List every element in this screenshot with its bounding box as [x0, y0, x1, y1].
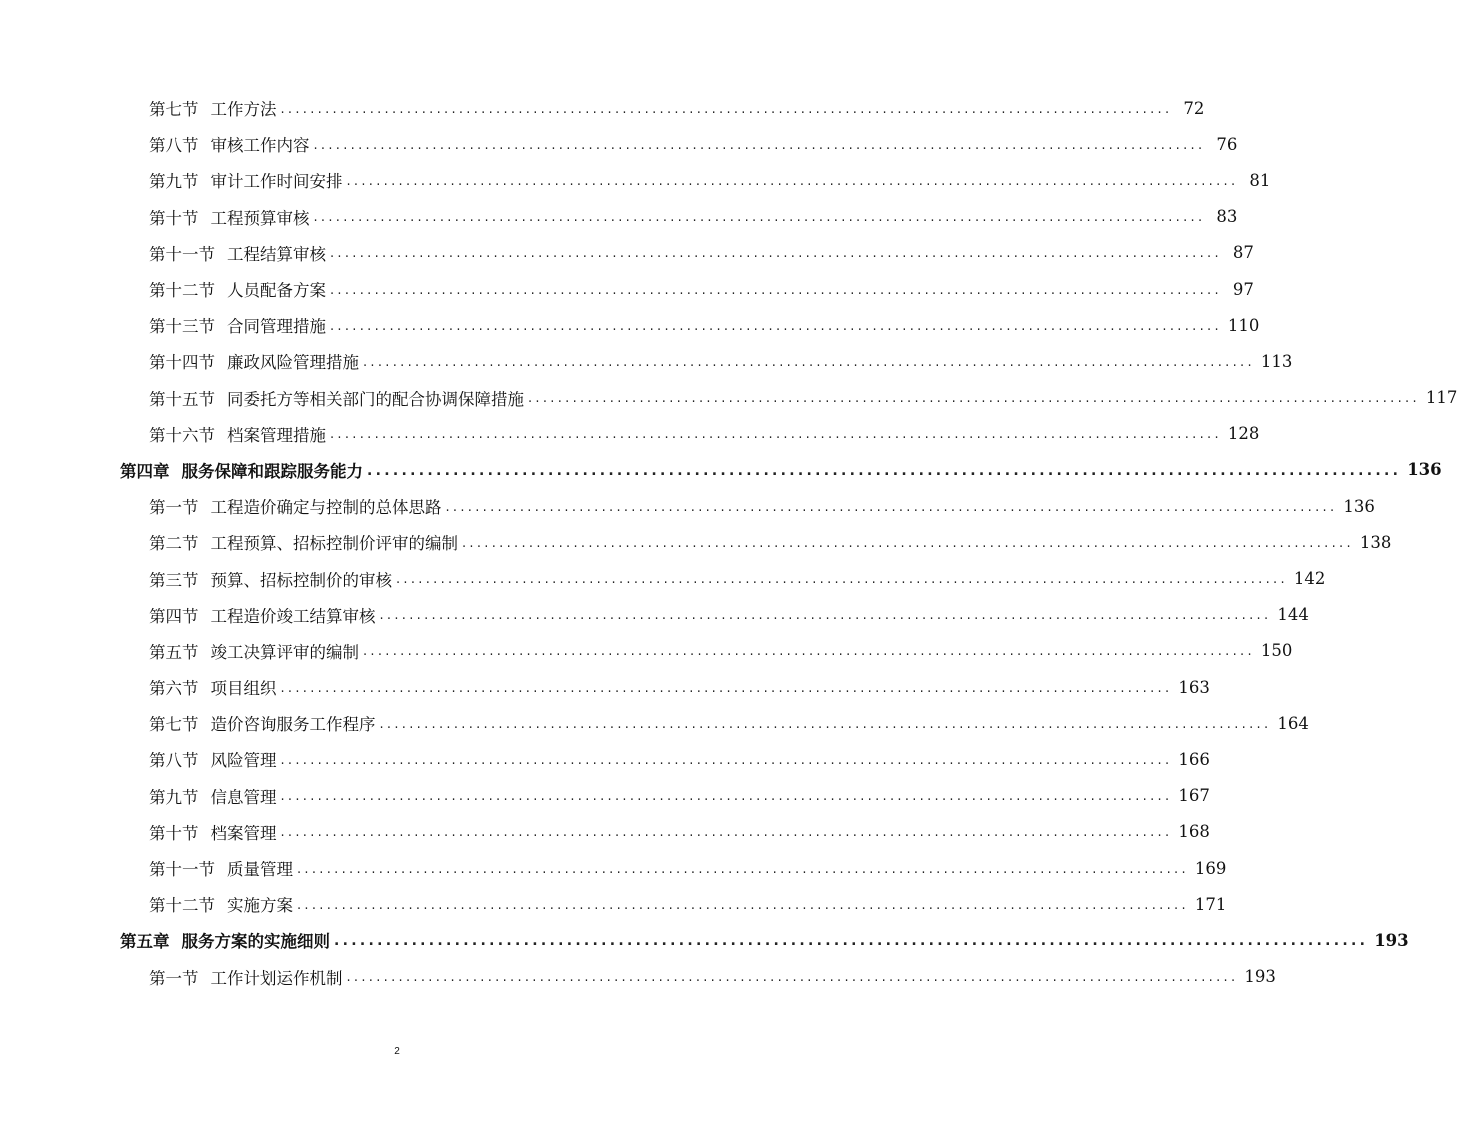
- toc-entry-number: 第四章: [120, 461, 170, 481]
- toc-entry-number: 第九节: [149, 172, 199, 192]
- toc-entry-page: 168: [1178, 822, 1210, 842]
- toc-entry-page: 193: [1374, 930, 1409, 950]
- toc-entry-page: 136: [1343, 496, 1375, 516]
- toc-entry-number: 第十节: [149, 823, 199, 843]
- table-of-contents: [0, 90, 1457, 995]
- dot-leader: ........................................................................................................................: [297, 861, 1189, 877]
- toc-entry-page: 167: [1178, 786, 1210, 806]
- toc-entry-number: 第十五节: [149, 389, 215, 409]
- toc-entry-page: 83: [1216, 207, 1238, 227]
- toc-entry-title: 工作方法: [210, 100, 277, 120]
- toc-entry-number: 第三节: [149, 570, 199, 590]
- dot-leader: ........................................................................................................................: [297, 897, 1189, 913]
- toc-entry-title: 审核工作内容: [210, 136, 310, 156]
- toc-entry-number: 第四节: [149, 606, 199, 626]
- toc-entry-page: 117: [1425, 388, 1457, 408]
- toc-entry-number: 第一节: [149, 498, 199, 518]
- dot-leader: ........................................................................................................................: [367, 462, 1402, 479]
- toc-entry-number: 第八节: [149, 751, 199, 771]
- toc-entry-number: 第十节: [149, 208, 199, 228]
- toc-section-entry[interactable]: [0, 597, 1309, 633]
- toc-section-entry[interactable]: [0, 488, 1375, 524]
- toc-entry-number: 第十三节: [149, 317, 215, 337]
- toc-chapter-entry[interactable]: [0, 922, 1409, 958]
- toc-entry-title: 竣工决算评审的编制: [210, 642, 359, 662]
- toc-entry-title: 项目组织: [210, 679, 277, 699]
- dot-leader: ........................................................................................................................: [330, 246, 1222, 262]
- toc-entry-title: 工程预算、招标控制价评审的编制: [210, 534, 458, 554]
- toc-entry-page: 136: [1407, 460, 1442, 480]
- dot-leader: ........................................................................................................................: [346, 970, 1239, 986]
- toc-section-entry[interactable]: [0, 416, 1260, 452]
- toc-entry-number: 第八节: [149, 136, 199, 156]
- toc-entry-page: 87: [1232, 243, 1254, 263]
- dot-leader: ........................................................................................................................: [330, 318, 1222, 334]
- toc-entry-page: 110: [1227, 315, 1260, 335]
- toc-section-entry[interactable]: [0, 162, 1271, 198]
- dot-leader: ........................................................................................................................: [280, 825, 1173, 841]
- toc-entry-page: 142: [1293, 569, 1326, 589]
- toc-entry-number: 第五节: [149, 642, 199, 662]
- toc-section-entry[interactable]: [0, 307, 1260, 343]
- toc-section-entry[interactable]: [0, 343, 1293, 379]
- toc-entry-title: 廉政风险管理措施: [227, 353, 359, 373]
- dot-leader: ........................................................................................................................: [280, 680, 1173, 696]
- toc-section-entry[interactable]: [0, 524, 1392, 560]
- dot-leader: ........................................................................................................................: [462, 535, 1354, 551]
- dot-leader: ........................................................................................................................: [330, 282, 1222, 298]
- toc-entry-number: 第六节: [149, 679, 199, 699]
- toc-entry-title: 审计工作时间安排: [210, 172, 343, 192]
- toc-entry-number: 第十四节: [149, 353, 215, 373]
- toc-section-entry[interactable]: [0, 778, 1210, 814]
- toc-entry-title: 服务方案的实施细则: [181, 932, 330, 952]
- toc-entry-title: 信息管理: [210, 787, 277, 807]
- dot-leader: ........................................................................................................................: [280, 789, 1173, 805]
- dot-leader: ........................................................................................................................: [330, 427, 1222, 443]
- toc-entry-number: 第十二节: [149, 896, 215, 916]
- toc-section-entry[interactable]: [0, 886, 1227, 922]
- toc-entry-number: 第五章: [120, 932, 170, 952]
- toc-section-entry[interactable]: [0, 90, 1205, 126]
- toc-entry-title: 预算、招标控制价的审核: [210, 570, 392, 590]
- toc-entry-page: 166: [1178, 749, 1210, 769]
- dot-leader: ........................................................................................................................: [396, 572, 1288, 588]
- toc-entry-number: 第十二节: [149, 281, 215, 301]
- dot-leader: ........................................................................................................................: [445, 499, 1338, 515]
- toc-entry-number: 第十一节: [149, 244, 215, 264]
- toc-entry-title: 档案管理措施: [227, 425, 326, 445]
- toc-entry-title: 服务保障和跟踪服务能力: [181, 461, 363, 481]
- toc-chapter-entry[interactable]: [0, 452, 1442, 488]
- dot-leader: ........................................................................................................................: [363, 644, 1255, 660]
- dot-leader: ........................................................................................................................: [379, 608, 1272, 624]
- dot-leader: ........................................................................................................................: [528, 391, 1420, 407]
- toc-entry-page: 171: [1194, 894, 1227, 914]
- toc-entry-page: 76: [1216, 134, 1238, 154]
- toc-entry-title: 工程造价竣工结算审核: [210, 606, 376, 626]
- toc-entry-page: 97: [1232, 279, 1254, 299]
- toc-entry-title: 合同管理措施: [227, 317, 326, 337]
- toc-entry-page: 138: [1359, 532, 1392, 552]
- toc-section-entry[interactable]: [0, 741, 1210, 777]
- toc-entry-page: 164: [1277, 713, 1309, 733]
- toc-entry-title: 工程造价确定与控制的总体思路: [210, 498, 442, 518]
- dot-leader: ........................................................................................................................: [313, 137, 1206, 153]
- toc-section-entry[interactable]: [0, 633, 1293, 669]
- toc-section-entry[interactable]: [0, 560, 1326, 596]
- toc-entry-number: 第九节: [149, 787, 199, 807]
- toc-section-entry[interactable]: [0, 705, 1309, 741]
- toc-entry-title: 档案管理: [210, 823, 277, 843]
- toc-entry-number: 第七节: [149, 715, 199, 735]
- toc-entry-title: 风险管理: [210, 751, 277, 771]
- toc-entry-number: 第七节: [149, 100, 199, 120]
- toc-section-entry[interactable]: [0, 380, 1457, 416]
- dot-leader: ........................................................................................................................: [313, 210, 1206, 226]
- toc-section-entry[interactable]: [0, 235, 1254, 271]
- toc-entry-title: 人员配备方案: [227, 281, 326, 301]
- toc-section-entry[interactable]: [0, 126, 1238, 162]
- toc-section-entry[interactable]: [0, 959, 1276, 995]
- toc-entry-page: 144: [1277, 605, 1309, 625]
- dot-leader: ........................................................................................................................: [280, 752, 1173, 768]
- toc-entry-title: 工程结算审核: [227, 244, 326, 264]
- toc-section-entry[interactable]: [0, 199, 1238, 235]
- toc-entry-page: 72: [1183, 98, 1205, 118]
- toc-entry-title: 工程预算审核: [210, 208, 310, 228]
- dot-leader: ........................................................................................................................: [334, 933, 1369, 950]
- dot-leader: ........................................................................................................................: [280, 101, 1173, 117]
- toc-entry-page: 150: [1260, 641, 1293, 661]
- toc-entry-number: 第一节: [149, 968, 199, 988]
- toc-section-entry[interactable]: [0, 271, 1254, 307]
- toc-section-entry[interactable]: [0, 669, 1210, 705]
- toc-entry-page: 113: [1260, 351, 1293, 371]
- toc-entry-page: 169: [1194, 858, 1227, 878]
- toc-entry-number: 第十六节: [149, 425, 215, 445]
- toc-entry-number: 第十一节: [149, 860, 215, 880]
- toc-entry-number: 第二节: [149, 534, 199, 554]
- dot-leader: ........................................................................................................................: [379, 716, 1272, 732]
- toc-entry-page: 163: [1178, 677, 1210, 697]
- page-number: 2: [394, 1046, 400, 1057]
- toc-entry-title: 造价咨询服务工作程序: [210, 715, 376, 735]
- dot-leader: ........................................................................................................................: [363, 354, 1255, 370]
- toc-entry-title: 实施方案: [227, 896, 293, 916]
- toc-section-entry[interactable]: [0, 850, 1227, 886]
- toc-entry-title: 工作计划运作机制: [210, 968, 343, 988]
- toc-entry-title: 质量管理: [227, 860, 293, 880]
- toc-section-entry[interactable]: [0, 814, 1210, 850]
- toc-entry-page: 81: [1249, 170, 1271, 190]
- toc-entry-page: 193: [1244, 967, 1276, 987]
- toc-entry-page: 128: [1227, 424, 1260, 444]
- toc-entry-title: 同委托方等相关部门的配合协调保障措施: [227, 389, 524, 409]
- dot-leader: ........................................................................................................................: [346, 173, 1239, 189]
